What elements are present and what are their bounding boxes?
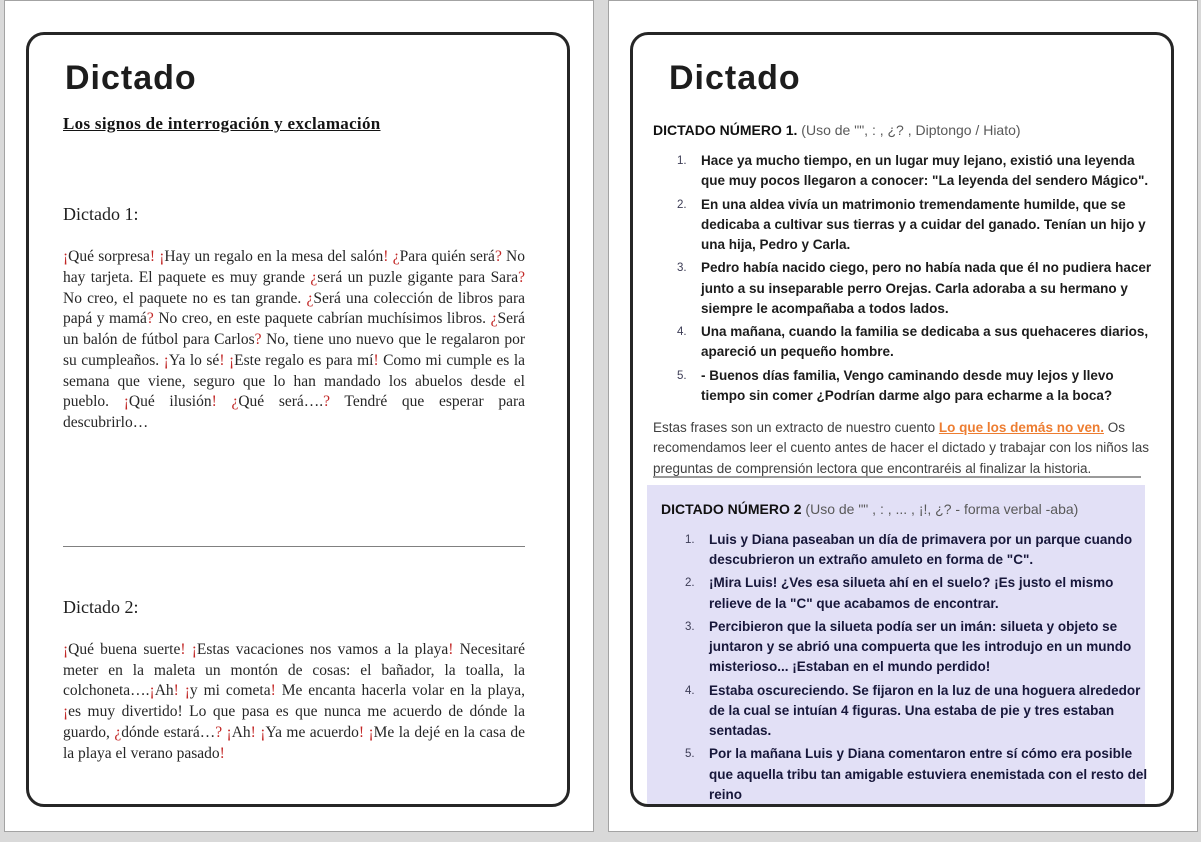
- text-segment: !: [250, 723, 256, 741]
- text-segment: !: [211, 393, 217, 411]
- text-segment: [217, 393, 232, 410]
- text-segment: No, tiene uno nuevo que le regalaron por su cumpleaños.: [63, 331, 525, 369]
- dictado2-list: [679, 530, 1149, 805]
- text-segment: dónde estará…: [121, 723, 216, 741]
- text-segment: Estas frases son un extracto de nuestro cuento: [653, 420, 939, 435]
- dictado1-heading-title: DICTADO NÚMERO 1.: [653, 122, 798, 138]
- text-segment: ¿: [490, 310, 498, 328]
- text-segment: ?: [518, 268, 525, 286]
- text-segment: Hay un regalo en la mesa del salón: [164, 248, 384, 265]
- text-segment: Ah: [231, 723, 251, 741]
- text-segment: !: [383, 248, 389, 265]
- list-item: Estaba oscureciendo. Se fijaron en la luz de una hoguera alrededor de la cual se intuían 4 figuras. Una estaba de pie y tres estaban sentadas.: [709, 682, 1141, 738]
- text-segment: ¡: [184, 682, 190, 700]
- text-segment: ?: [146, 310, 154, 328]
- text-segment: !: [448, 640, 454, 658]
- text-segment: ¿: [310, 268, 318, 286]
- text-segment: Este regalo es para mí: [234, 351, 374, 369]
- text-segment: ?: [215, 723, 223, 741]
- list-item: En una aldea vivía un matrimonio tremendamente humilde, que se dedicaba a cultivar sus tierras y a cuidar del ganado. Tenían un hijo y una hija, Pedro y Carla.: [701, 196, 1146, 252]
- dictado2-paragraph: [63, 640, 525, 765]
- text-segment: Os recomendamos leer el cuento antes de hacer el dictado y trabajar con los niños las preguntas de comprensión lectora que encontraréis al finalizar la historia.: [653, 420, 1150, 476]
- text-segment: ¡: [191, 640, 197, 658]
- page-title: Dictado: [65, 59, 197, 97]
- text-segment: Qué será….: [238, 393, 324, 411]
- text-segment: Ya me acuerdo: [265, 723, 359, 741]
- dictado1-list: [671, 151, 1153, 406]
- page-left: [4, 0, 594, 832]
- list-item: Percibieron que la silueta podía ser un imán: silueta y objeto se juntaron y se abrió una compuerta que les introdujo en un mundo misterioso... ¡Estaban en el mundo perdido!: [709, 618, 1132, 675]
- text-segment: ¡: [226, 723, 232, 741]
- dictado2-heading-title: DICTADO NÚMERO 2: [661, 500, 802, 517]
- text-segment: será un puzle gigante para Sara: [317, 268, 519, 286]
- page-left-content: [29, 35, 567, 782]
- text-segment: !: [373, 351, 379, 369]
- dictado2-box: [647, 485, 1148, 807]
- dictado1-heading-note: (Uso de "", : , ¿? , Diptongo / Hiato): [797, 122, 1021, 138]
- page-left-frame: [26, 32, 570, 807]
- text-segment: Qué buena suerte: [68, 640, 181, 658]
- text-segment: ¡: [159, 248, 165, 265]
- text-segment: y mi cometa: [189, 682, 271, 700]
- text-segment: !: [180, 640, 186, 658]
- list-item: Una mañana, cuando la familia se dedicaba a sus quehaceres diarios, apareció un pequeño hombre.: [701, 324, 1149, 360]
- dictado1-paragraph: [63, 247, 525, 434]
- list-item: Pedro había nacido ciego, pero no había nada que él no pudiera hacer junto a su inseparable perro Orejas. Carla adoraba a su hermano y siempre le acompañaba a todos lados.: [701, 260, 1152, 316]
- text-segment: ¿: [231, 393, 239, 411]
- text-segment: Qué sorpresa: [68, 248, 150, 265]
- dictado2-heading: [661, 501, 1131, 517]
- text-segment: ¿: [114, 723, 122, 741]
- extract-note: [653, 418, 1158, 479]
- text-segment: Será un balón de fútbol para Carlos: [63, 310, 525, 349]
- text-segment: No creo, el paquete no es tan grande.: [63, 289, 307, 307]
- text-segment: ¡: [163, 351, 169, 369]
- divider: [63, 546, 525, 547]
- text-segment: ¡: [63, 703, 69, 721]
- page-right-frame: [630, 32, 1174, 807]
- page-title: Dictado: [669, 59, 801, 97]
- text-segment: ¡: [123, 393, 129, 411]
- text-segment: !: [219, 351, 225, 369]
- page-right: [608, 0, 1198, 832]
- text-segment: !: [149, 248, 156, 265]
- text-segment: Como mi cumple es la semana que viene, seguro que lo han mandado los abuelos desde el pueblo.: [63, 351, 526, 411]
- text-segment: ¡: [63, 248, 69, 265]
- text-segment: Me la dejé en la casa de la playa el verano pasado: [63, 723, 526, 762]
- text-segment: !: [173, 682, 179, 700]
- text-segment: ¿: [392, 248, 400, 265]
- text-segment: !: [358, 723, 365, 741]
- page-right-content: [633, 35, 1171, 807]
- text-segment: ¡: [63, 640, 69, 658]
- text-segment: ¡: [228, 351, 235, 369]
- dictado1-label: Dictado 1:: [63, 204, 139, 224]
- text-segment: ¡: [260, 723, 266, 741]
- list-item: Por la mañana Luis y Diana comentaron entre sí cómo era posible que aquella tribu tan amigable estuviera enemistada con el resto del reino: [709, 746, 1148, 802]
- list-item: Hace ya mucho tiempo, en un lugar muy lejano, existió una leyenda que muy pocos llegaron a conocer: "La leyenda del sendero Mágico".: [701, 153, 1149, 189]
- text-segment: Me encanta hacerla volar en la playa,: [275, 682, 526, 700]
- text-segment: ¿: [306, 289, 314, 307]
- text-segment: Para quién será: [399, 248, 495, 265]
- text-segment: ¡: [368, 723, 374, 741]
- text-segment: Tendré que esperar para descubrirlo…: [63, 393, 526, 432]
- text-segment: es muy divertido! Lo que pasa es que nunca me acuerdo de dónde la guardo,: [63, 703, 525, 741]
- text-segment: Será una colección de libros para papá y mamá: [63, 289, 525, 328]
- text-segment: !: [219, 744, 225, 762]
- text-segment: Estas vacaciones nos vamos a la playa: [196, 640, 449, 658]
- list-item: ¡Mira Luis! ¿Ves esa silueta ahí en el suelo? ¡Es justo el mismo relieve de la "C" que acabamos de encontrar.: [709, 575, 1114, 611]
- text-segment: Necesitaré meter en la maleta un montón de cosas: el bañador, la toalla, la colchoneta….: [63, 640, 525, 700]
- dictado1-heading: [653, 122, 1149, 138]
- text-segment: ?: [254, 331, 262, 349]
- text-segment: Ah: [154, 682, 174, 700]
- worksheet-subtitle: Los signos de interrogación y exclamación: [63, 114, 381, 133]
- dictado2-label: Dictado 2:: [63, 596, 139, 617]
- text-segment: ?: [494, 248, 502, 265]
- text-segment: ?: [323, 393, 331, 411]
- text-segment: Qué ilusión: [128, 393, 212, 411]
- dictado2-heading-note: (Uso de "" , : , ... , ¡!, ¿? - forma verbal -aba): [801, 500, 1079, 517]
- list-item: Luis y Diana paseaban un día de primavera por un parque cuando descubrieron un extraño amuleto en forma de "C".: [709, 531, 1133, 567]
- list-item: - Buenos días familia, Vengo caminando desde muy lejos y llevo tiempo sin comer ¿Podrían darme algo para echarme a la boca?: [701, 367, 1114, 403]
- text-segment: !: [270, 682, 276, 700]
- text-segment: Ya lo sé: [168, 351, 220, 369]
- story-link[interactable]: Lo que los demás no ven.: [938, 420, 1104, 435]
- text-segment: ¡: [149, 682, 155, 700]
- text-segment: No hay tarjeta. El paquete es muy grande: [63, 248, 525, 286]
- text-segment: No creo, en este paquete cabrían muchísimos libros.: [153, 310, 491, 328]
